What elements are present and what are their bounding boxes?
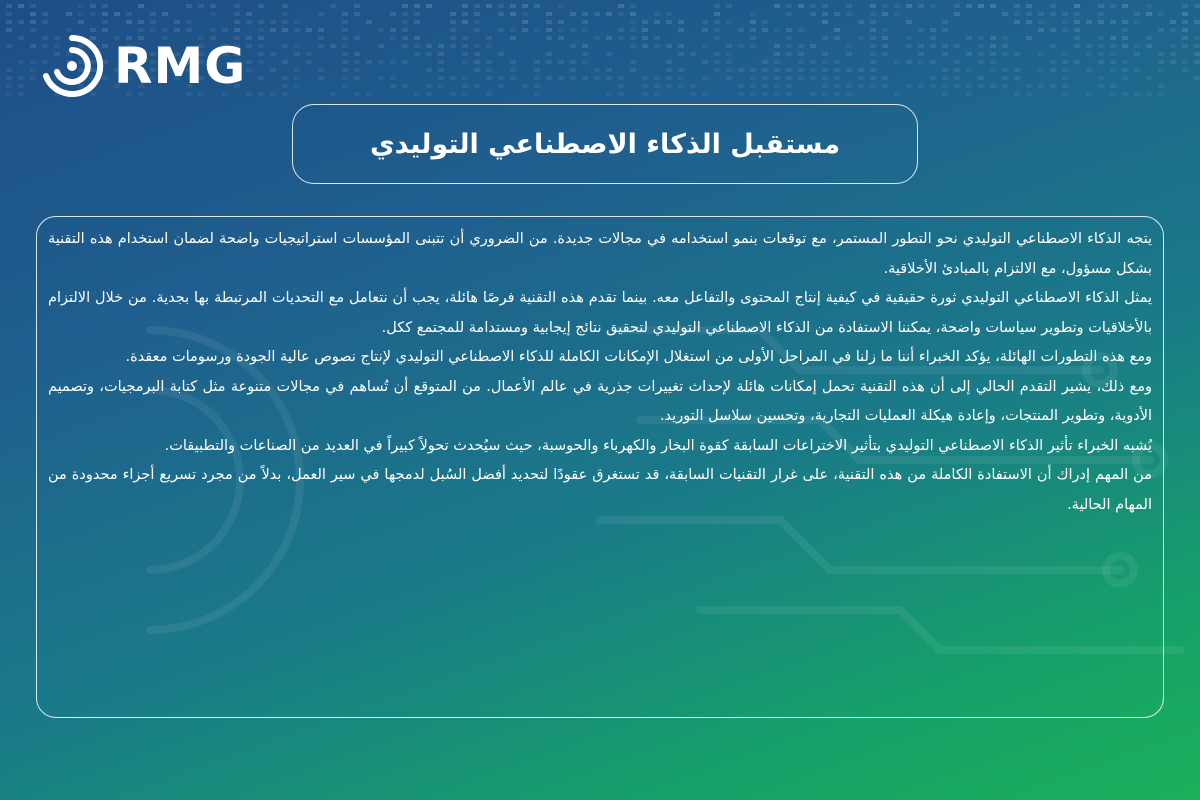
rmg-swirl-icon bbox=[40, 34, 104, 98]
article-card bbox=[36, 216, 1164, 718]
article-paragraph: ومع ذلك، يشير التقدم الحالي إلى أن هذه التقنية تحمل إمكانات هائلة لإحداث تغييرات جذرية في عالم الأعمال. من المتوقع أن تُساهم في مجالات متنوعة مثل كتابة البرمجيات، وتصميم الأدوية، وتطوير المنتجات، وإعادة هيكلة العمليات التجارية، وتحسين سلاسل التوريد. bbox=[48, 378, 1152, 424]
brand-logo bbox=[40, 34, 246, 98]
article-paragraph: ومع هذه التطورات الهائلة، يؤكد الخبراء أننا ما زلنا في المراحل الأولى من استغلال الإمكانات الكاملة للذكاء الاصطناعي التوليدي لإنتاج نصوص عالية الجودة ورسومات معقدة. bbox=[125, 349, 1152, 365]
article-paragraph: يُشبه الخبراء تأثير الذكاء الاصطناعي التوليدي بتأثير الاختراعات السابقة كقوة البخار والكهرباء والحوسبة، حيث سيُحدث تحولاً كبيراً في العديد من الصناعات والتطبيقات. bbox=[164, 437, 1152, 454]
page-title: مستقبل الذكاء الاصطناعي التوليدي bbox=[369, 128, 841, 160]
article-paragraph: يمثل الذكاء الاصطناعي التوليدي ثورة حقيقية في كيفية إنتاج المحتوى والتفاعل معه. بينما تقدم هذه التقنية فرصًا هائلة، يجب أن نتعامل مع التحديات المرتبطة بها بجدية. من خلال الالتزام بالأخلاقيات وتطوير سياسات واضحة، يمكننا الاستفادة من الذكاء الاصطناعي التوليدي لتحقيق نتائج إيجابية ومستدامة للمجتمع ككل. bbox=[48, 290, 1152, 336]
logo-text: RMG bbox=[114, 37, 247, 95]
article-paragraph: يتجه الذكاء الاصطناعي التوليدي نحو التطور المستمر، مع توقعات بنمو استخدامه في مجالات جديدة. من الضروري أن تتبنى المؤسسات استراتيجيات واضحة لضمان استخدام هذه التقنية بشكل مسؤول، مع الالتزام بالمبادئ الأخلاقية. bbox=[48, 231, 1152, 277]
title-card bbox=[292, 104, 918, 184]
article-paragraph: من المهم إدراك أن الاستفادة الكاملة من هذه التقنية، على غرار التقنيات السابقة، قد تستغرق عقودًا لتحديد أفضل السُبل لدمجها في سير العمل، بدلاً من مجرد تسريع أجزاء محدودة من المهام الحالية. bbox=[48, 467, 1152, 513]
